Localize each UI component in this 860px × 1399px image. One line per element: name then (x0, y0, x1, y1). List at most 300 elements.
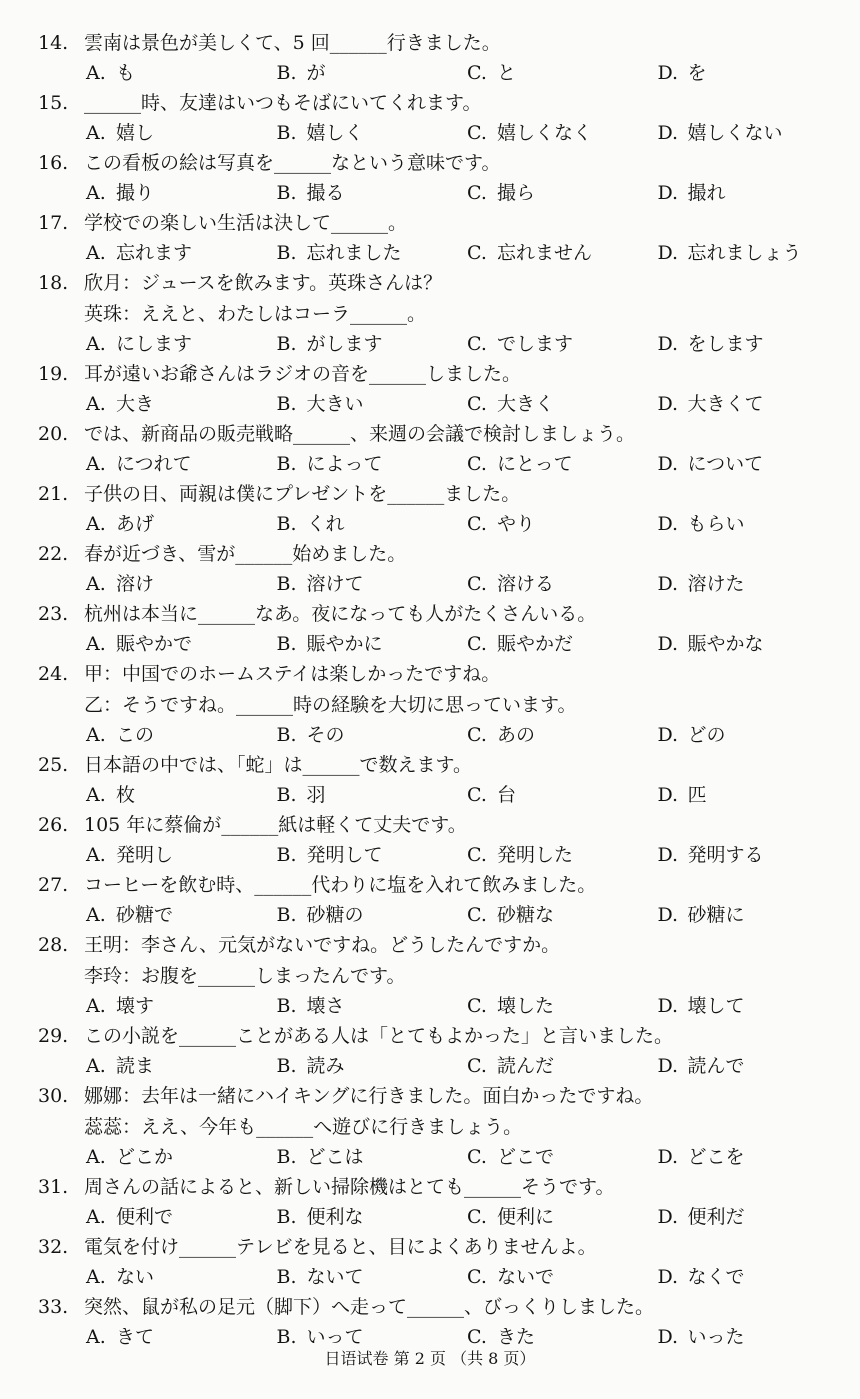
option-text: もらい (687, 513, 745, 535)
question-item (38, 359, 848, 419)
option-letter: C. (467, 844, 487, 866)
question-stem (38, 88, 848, 119)
question-item (38, 659, 848, 750)
option-text: どこか (116, 1146, 174, 1168)
answer-option (658, 1143, 849, 1172)
question-stem (38, 208, 848, 239)
option-letter: B. (276, 333, 297, 355)
question-number: 22. (38, 543, 69, 565)
option-letter: B. (276, 633, 297, 655)
answer-option (467, 841, 658, 870)
option-text: 嬉しく (306, 122, 364, 144)
option-letter: C. (467, 1326, 487, 1348)
question-stem (38, 599, 848, 630)
option-text: ない (116, 1266, 155, 1288)
answer-option (86, 59, 277, 88)
question-number: 28. (38, 934, 69, 956)
question-item (38, 419, 848, 479)
answer-option (86, 450, 277, 479)
question-stem (38, 1021, 848, 1052)
answer-option (277, 59, 468, 88)
option-letter: D. (657, 904, 679, 926)
question-text: 電気を付け______テレビを見ると、目によくありませんよ。 (84, 1236, 597, 1258)
option-text: きて (116, 1326, 155, 1348)
option-letter: D. (657, 1055, 679, 1077)
option-text: ないて (306, 1266, 364, 1288)
option-letter: D. (657, 62, 679, 84)
option-text: やり (497, 513, 536, 535)
option-letter: C. (467, 333, 487, 355)
answer-option (277, 901, 468, 930)
question-item (38, 599, 848, 659)
answer-option (277, 1052, 468, 1081)
answer-option (277, 841, 468, 870)
answer-option (277, 570, 468, 599)
option-text: あの (497, 724, 536, 746)
option-letter: A. (86, 1146, 106, 1168)
answer-option (658, 1203, 849, 1232)
option-text: 賑やかに (306, 633, 383, 655)
option-text: いった (687, 1326, 745, 1348)
option-letter: A. (86, 1206, 106, 1228)
question-stem (38, 870, 848, 901)
option-letter: C. (467, 513, 487, 535)
option-text: 発明した (497, 844, 574, 866)
question-number: 16. (38, 152, 69, 174)
answer-option (467, 1052, 658, 1081)
option-letter: A. (86, 844, 106, 866)
question-text: 子供の日、両親は僕にプレゼントを______ました。 (84, 483, 521, 505)
answer-option (467, 1263, 658, 1292)
answer-options (86, 901, 848, 930)
answer-option (277, 179, 468, 208)
option-text: あげ (116, 513, 155, 535)
answer-options (86, 841, 848, 870)
question-text: 耳が遠いお爺さんはラジオの音を______しました。 (84, 363, 522, 385)
option-text: どの (687, 724, 726, 746)
answer-option (467, 992, 658, 1021)
option-text: が (306, 62, 326, 84)
answer-options (86, 1263, 848, 1292)
option-letter: C. (467, 784, 487, 806)
question-number: 26. (38, 814, 69, 836)
question-item (38, 268, 848, 359)
answer-options (86, 450, 848, 479)
option-letter: A. (86, 393, 106, 415)
option-text: 便利だ (687, 1206, 745, 1228)
answer-option (277, 510, 468, 539)
answer-option (658, 119, 849, 148)
question-item (38, 1081, 848, 1172)
question-item (38, 750, 848, 810)
option-text: について (687, 453, 764, 475)
question-number: 32. (38, 1236, 69, 1258)
option-text: いって (306, 1326, 364, 1348)
option-text: にします (116, 333, 193, 355)
answer-option (86, 841, 277, 870)
option-text: どこを (687, 1146, 745, 1168)
option-letter: C. (467, 182, 487, 204)
question-stem (38, 268, 848, 299)
option-text: 賑やかで (116, 633, 193, 655)
option-letter: B. (276, 573, 297, 595)
question-item (38, 28, 848, 88)
option-letter: C. (467, 62, 487, 84)
option-letter: C. (467, 633, 487, 655)
option-text: 忘れません (497, 242, 593, 264)
question-item (38, 1292, 848, 1352)
option-letter: A. (86, 995, 106, 1017)
answer-option (467, 390, 658, 419)
option-letter: B. (276, 62, 297, 84)
option-letter: C. (467, 1146, 487, 1168)
answer-option (658, 570, 849, 599)
option-text: ないで (497, 1266, 555, 1288)
option-letter: D. (657, 1146, 679, 1168)
answer-option (467, 901, 658, 930)
option-text: 賑やかだ (497, 633, 574, 655)
question-item (38, 930, 848, 1021)
option-letter: C. (467, 904, 487, 926)
option-text: 嬉しくなく (497, 122, 593, 144)
answer-option (467, 1143, 658, 1172)
option-text: 撮る (306, 182, 345, 204)
question-stem (38, 1292, 848, 1323)
answer-options (86, 59, 848, 88)
option-text: 発明し (116, 844, 174, 866)
answer-options (86, 1203, 848, 1232)
answer-options (86, 510, 848, 539)
answer-option (467, 179, 658, 208)
option-letter: C. (467, 393, 487, 415)
option-text: 嬉し (116, 122, 155, 144)
answer-option (277, 119, 468, 148)
option-text: 壊す (116, 995, 155, 1017)
question-text-line: 蕊蕊：ええ、今年も______へ遊びに行きましょう。 (84, 1116, 523, 1138)
question-stem (38, 930, 848, 961)
question-stem (38, 1172, 848, 1203)
answer-option (658, 630, 849, 659)
option-letter: A. (86, 1055, 106, 1077)
answer-option (277, 630, 468, 659)
option-letter: C. (467, 573, 487, 595)
option-letter: A. (86, 724, 106, 746)
option-letter: B. (276, 724, 297, 746)
option-letter: B. (276, 1055, 297, 1077)
answer-option (86, 179, 277, 208)
option-letter: D. (657, 242, 679, 264)
question-stem (38, 28, 848, 59)
option-letter: B. (276, 784, 297, 806)
question-text: 王明：李さん、元気がないですね。どうしたんですか。 (84, 934, 561, 956)
answer-option (467, 1203, 658, 1232)
question-text: 娜娜：去年は一緒にハイキングに行きました。面白かったですね。 (84, 1085, 654, 1107)
answer-option (86, 781, 277, 810)
option-text: くれ (306, 513, 345, 535)
question-number: 19. (38, 363, 69, 385)
answer-options (86, 992, 848, 1021)
option-letter: A. (86, 242, 106, 264)
question-text: 欣月：ジュースを飲みます。英珠さんは？ (84, 272, 443, 294)
option-text: 枚 (116, 784, 136, 806)
answer-option (658, 59, 849, 88)
question-number: 30. (38, 1085, 69, 1107)
question-item (38, 1021, 848, 1081)
option-text: につれて (116, 453, 192, 475)
option-text: 羽 (306, 784, 326, 806)
option-text: 読み (306, 1055, 345, 1077)
answer-options (86, 1052, 848, 1081)
option-text: 溶けた (687, 573, 745, 595)
question-number: 31. (38, 1176, 69, 1198)
answer-options (86, 630, 848, 659)
answer-options (86, 721, 848, 750)
question-item (38, 208, 848, 268)
answer-option (658, 841, 849, 870)
answer-option (467, 59, 658, 88)
answer-option (467, 119, 658, 148)
question-text: 日本語の中では、「蛇」は______で数えます。 (84, 754, 472, 776)
answer-option (277, 390, 468, 419)
answer-option (658, 239, 849, 268)
question-text: 雲南は景色が美しくて、5 回______行きました。 (84, 32, 501, 54)
answer-option (86, 570, 277, 599)
question-stem (38, 419, 848, 450)
option-letter: B. (276, 122, 297, 144)
question-item (38, 870, 848, 930)
answer-option (86, 330, 277, 359)
answer-option (86, 1052, 277, 1081)
option-letter: B. (276, 1206, 297, 1228)
answer-option (277, 992, 468, 1021)
answer-option (277, 721, 468, 750)
option-text: 壊さ (306, 995, 345, 1017)
question-item (38, 479, 848, 539)
answer-option (277, 781, 468, 810)
option-letter: B. (276, 1266, 297, 1288)
answer-option (658, 510, 849, 539)
question-stem (38, 148, 848, 179)
option-letter: D. (657, 633, 679, 655)
option-letter: A. (86, 513, 106, 535)
answer-option (658, 721, 849, 750)
question-number: 15. (38, 92, 69, 114)
question-text-line: 乙：そうですね。______時の経験を大切に思っています。 (84, 694, 577, 716)
answer-option (86, 1263, 277, 1292)
option-text: 溶け (116, 573, 155, 595)
option-text: 忘れます (116, 242, 193, 264)
option-letter: B. (276, 904, 297, 926)
option-letter: A. (86, 573, 106, 595)
option-letter: C. (467, 1266, 487, 1288)
answer-options (86, 330, 848, 359)
option-text: きた (497, 1326, 536, 1348)
option-text: 溶ける (497, 573, 555, 595)
question-number: 33. (38, 1296, 69, 1318)
question-stem (38, 750, 848, 781)
answer-option (86, 119, 277, 148)
question-text: 学校での楽しい生活は決して______。 (84, 212, 408, 234)
question-item (38, 1172, 848, 1232)
option-letter: A. (86, 1266, 106, 1288)
option-text: なくで (687, 1266, 745, 1288)
option-text: 大きい (306, 393, 364, 415)
option-letter: D. (657, 393, 679, 415)
option-letter: A. (86, 904, 106, 926)
question-stem (38, 1081, 848, 1112)
option-letter: A. (86, 633, 106, 655)
option-letter: D. (657, 513, 679, 535)
option-text: 壊して (687, 995, 745, 1017)
option-text: 大きくて (687, 393, 764, 415)
option-text: 壊した (497, 995, 555, 1017)
answer-option (658, 1263, 849, 1292)
answer-options (86, 1143, 848, 1172)
option-letter: B. (276, 844, 297, 866)
question-text: では、新商品の販売戦略______、来週の会議で検討しましょう。 (84, 423, 636, 445)
option-letter: D. (657, 1326, 679, 1348)
option-text: 読んだ (497, 1055, 555, 1077)
answer-option (467, 721, 658, 750)
question-stem (38, 539, 848, 570)
option-letter: B. (276, 242, 297, 264)
question-text: 105 年に蔡倫が______紙は軽くて丈夫です。 (84, 814, 467, 836)
answer-option (658, 992, 849, 1021)
answer-option (658, 330, 849, 359)
option-letter: A. (86, 333, 106, 355)
option-text: 読んで (687, 1055, 745, 1077)
option-text: 溶けて (306, 573, 364, 595)
option-letter: D. (657, 724, 679, 746)
option-letter: A. (86, 453, 106, 475)
answer-option (467, 450, 658, 479)
option-text: 撮り (116, 182, 155, 204)
option-letter: B. (276, 513, 297, 535)
option-letter: A. (86, 784, 106, 806)
option-letter: D. (657, 333, 679, 355)
answer-option (658, 390, 849, 419)
question-stem (38, 359, 848, 390)
option-text: どこは (306, 1146, 364, 1168)
question-text: 杭州は本当に______なあ。夜になっても人がたくさんいる。 (84, 603, 597, 625)
question-number: 24. (38, 663, 69, 685)
option-text: でします (497, 333, 574, 355)
answer-option (86, 901, 277, 930)
question-text: この看板の絵は写真を______なという意味です。 (84, 152, 501, 174)
option-letter: C. (467, 1206, 487, 1228)
answer-option (86, 1143, 277, 1172)
option-letter: B. (276, 1326, 297, 1348)
option-letter: B. (276, 995, 297, 1017)
option-text: 砂糖の (306, 904, 364, 926)
answer-options (86, 179, 848, 208)
option-text: どこで (497, 1146, 555, 1168)
option-letter: D. (657, 995, 679, 1017)
answer-options (86, 781, 848, 810)
answer-option (658, 1052, 849, 1081)
question-number: 18. (38, 272, 69, 294)
question-item (38, 539, 848, 599)
option-letter: D. (657, 784, 679, 806)
answer-option (86, 630, 277, 659)
answer-option (467, 239, 658, 268)
option-letter: D. (657, 1266, 679, 1288)
question-stem (38, 810, 848, 841)
question-number: 27. (38, 874, 69, 896)
option-text: 便利に (497, 1206, 555, 1228)
question-text: 突然、鼠が私の足元（脚下）へ走って______、びっくりしました。 (84, 1296, 655, 1318)
option-letter: D. (657, 573, 679, 595)
answer-option (658, 781, 849, 810)
option-text: と (497, 62, 517, 84)
question-stem (38, 1232, 848, 1263)
option-letter: A. (86, 182, 106, 204)
option-text: 発明して (306, 844, 383, 866)
option-text: その (306, 724, 345, 746)
answer-option (86, 992, 277, 1021)
answer-option (86, 1203, 277, 1232)
option-letter: B. (276, 453, 297, 475)
page-footer: 日语试卷 第 2 页 （共 8 页） (324, 1349, 536, 1368)
question-item (38, 810, 848, 870)
option-text: 読ま (116, 1055, 155, 1077)
option-letter: C. (467, 724, 487, 746)
option-letter: C. (467, 995, 487, 1017)
question-text-line: 李玲：お腹を______しまったんです。 (84, 965, 406, 987)
option-text: この (116, 724, 155, 746)
option-letter: D. (657, 122, 679, 144)
option-text: 賑やかな (687, 633, 764, 655)
option-letter: C. (467, 242, 487, 264)
option-text: を (687, 62, 707, 84)
question-item (38, 88, 848, 148)
question-item (38, 1232, 848, 1292)
option-letter: C. (467, 1055, 487, 1077)
question-text: ______時、友達はいつもそばにいてくれます。 (84, 92, 482, 114)
answer-option (467, 781, 658, 810)
answer-option (467, 570, 658, 599)
option-text: 匹 (687, 784, 707, 806)
option-text: 砂糖な (497, 904, 555, 926)
question-text: この小説を______ことがある人は「とてもよかった」と言いました。 (84, 1025, 674, 1047)
answer-option (658, 179, 849, 208)
option-text: 台 (497, 784, 517, 806)
question-number: 21. (38, 483, 69, 505)
answer-option (658, 450, 849, 479)
answer-option (86, 390, 277, 419)
option-text: 便利な (306, 1206, 364, 1228)
question-number: 14. (38, 32, 69, 54)
option-letter: D. (657, 844, 679, 866)
question-stem (38, 659, 848, 690)
answer-option (277, 330, 468, 359)
question-text: コーヒーを飲む時、______代わりに塩を入れて飲みました。 (84, 874, 597, 896)
option-text: 便利で (116, 1206, 174, 1228)
option-letter: B. (276, 1146, 297, 1168)
answer-option (467, 630, 658, 659)
answer-option (86, 510, 277, 539)
option-letter: B. (276, 182, 297, 204)
answer-option (277, 239, 468, 268)
option-text: にとって (497, 453, 573, 475)
option-letter: C. (467, 453, 487, 475)
question-text: 春が近づき、雪が______始めました。 (84, 543, 407, 565)
option-text: によって (306, 453, 383, 475)
option-text: をします (687, 333, 764, 355)
option-text: 大き (116, 393, 155, 415)
option-letter: D. (657, 1206, 679, 1228)
option-text: 撮れ (687, 182, 726, 204)
